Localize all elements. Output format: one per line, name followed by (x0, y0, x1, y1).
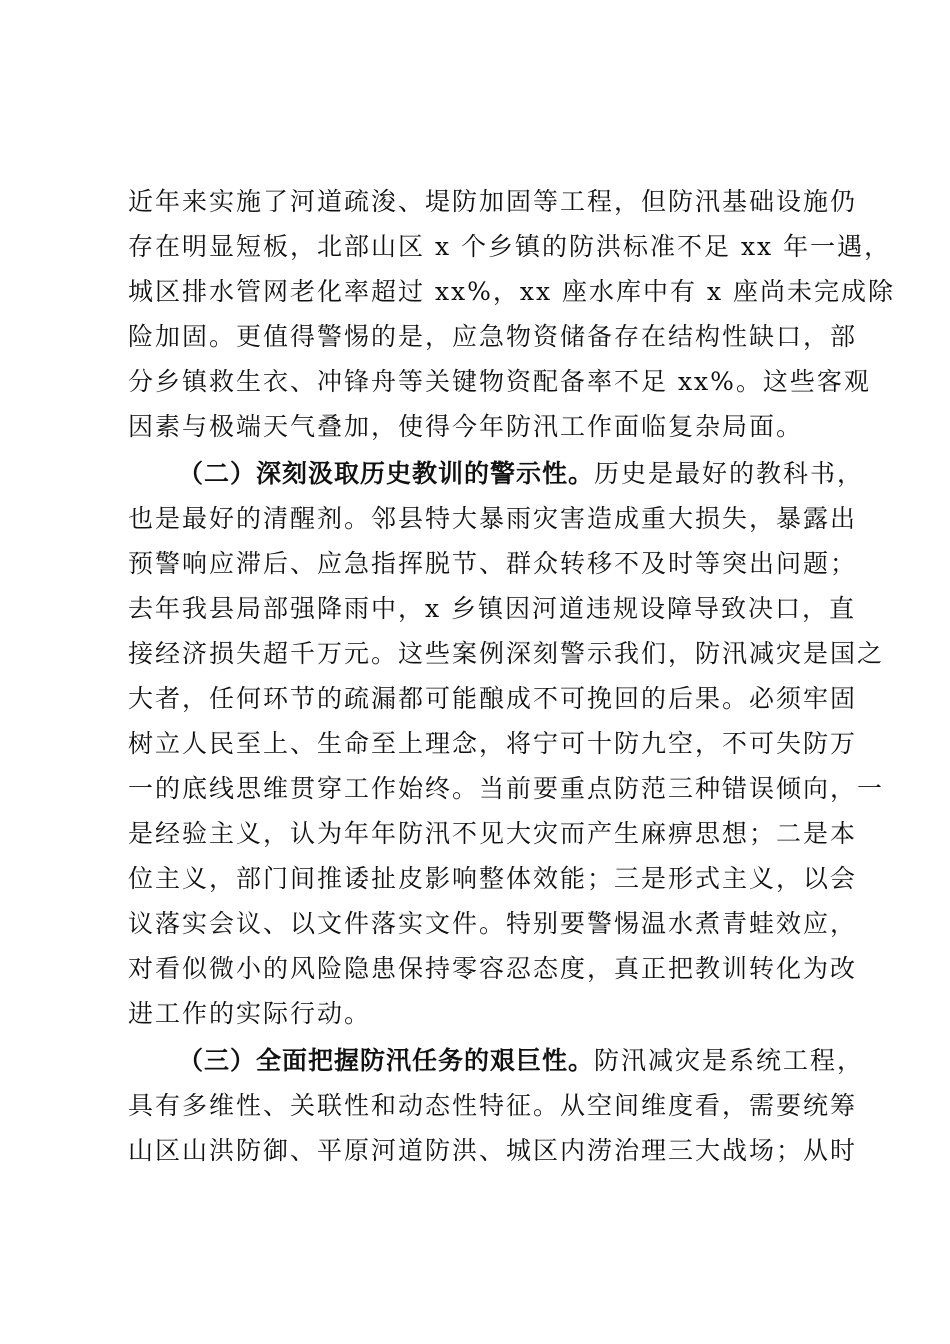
section-heading-line (178, 452, 865, 496)
paragraph-line: 预警响应滞后、应急指挥脱节、群众转移不及时等突出问题； (128, 549, 858, 578)
paragraph-line: 因素与极端天气叠加，使得今年防汛工作面临复杂局面。 (128, 412, 804, 441)
paragraph-line: 位主义，部门间推诿扯皮影响整体效能；三是形式主义，以会 (128, 864, 858, 893)
paragraph-line: 分乡镇救生衣、冲锋舟等关键物资配备率不足 xx%。这些客观 (128, 367, 871, 396)
paragraph-line: 议落实会议、以文件落实文件。特别要警惕温水煮青蛙效应， (128, 909, 858, 938)
section-first-line-text: 历史是最好的教科书， (594, 459, 865, 488)
paragraph-line: 进工作的实际行动。 (128, 999, 372, 1028)
paragraph-line: 树立人民至上、生命至上理念，将宁可十防九空，不可失防万 (128, 729, 858, 758)
section-heading-line (178, 1039, 865, 1083)
paragraph-line: 险加固。更值得警惕的是，应急物资储备存在结构性缺口，部 (128, 322, 858, 351)
paragraph-line: 也是最好的清醒剂。邻县特大暴雨灾害造成重大损失，暴露出 (128, 504, 858, 533)
paragraph-line: 存在明显短板，北部山区 x 个乡镇的防洪标准不足 xx 年一遇， (128, 232, 892, 261)
paragraph-line: 一的底线思维贯穿工作始终。当前要重点防范三种错误倾向，一 (128, 774, 885, 803)
paragraph-line: 接经济损失超千万元。这些案例深刻警示我们，防汛减灾是国之 (128, 639, 885, 668)
section-heading: （三）全面把握防汛任务的艰巨性。 (178, 1046, 595, 1075)
paragraph-line: 近年来实施了河道疏浚、堤防加固等工程，但防汛基础设施仍 (128, 187, 858, 216)
section-first-line-text: 防汛减灾是系统工程， (594, 1046, 865, 1075)
paragraph-line: 去年我县局部强降雨中，x 乡镇因河道违规设障导致决口，直 (128, 594, 857, 623)
paragraph-line: 城区排水管网老化率超过 xx%，xx 座水库中有 x 座尚未完成除 (128, 277, 896, 306)
paragraph-line: 山区山洪防御、平原河道防洪、城区内涝治理三大战场；从时 (128, 1136, 858, 1165)
paragraph-line: 具有多维性、关联性和动态性特征。从空间维度看，需要统筹 (128, 1091, 858, 1120)
section-heading: （二）深刻汲取历史教训的警示性。 (178, 459, 595, 488)
paragraph-line: 对看似微小的风险隐患保持零容忍态度，真正把教训转化为改 (128, 954, 858, 983)
paragraph-line: 是经验主义，认为年年防汛不见大灾而产生麻痹思想；二是本 (128, 819, 858, 848)
paragraph-line: 大者，任何环节的疏漏都可能酿成不可挽回的后果。必须牢固 (128, 684, 858, 713)
